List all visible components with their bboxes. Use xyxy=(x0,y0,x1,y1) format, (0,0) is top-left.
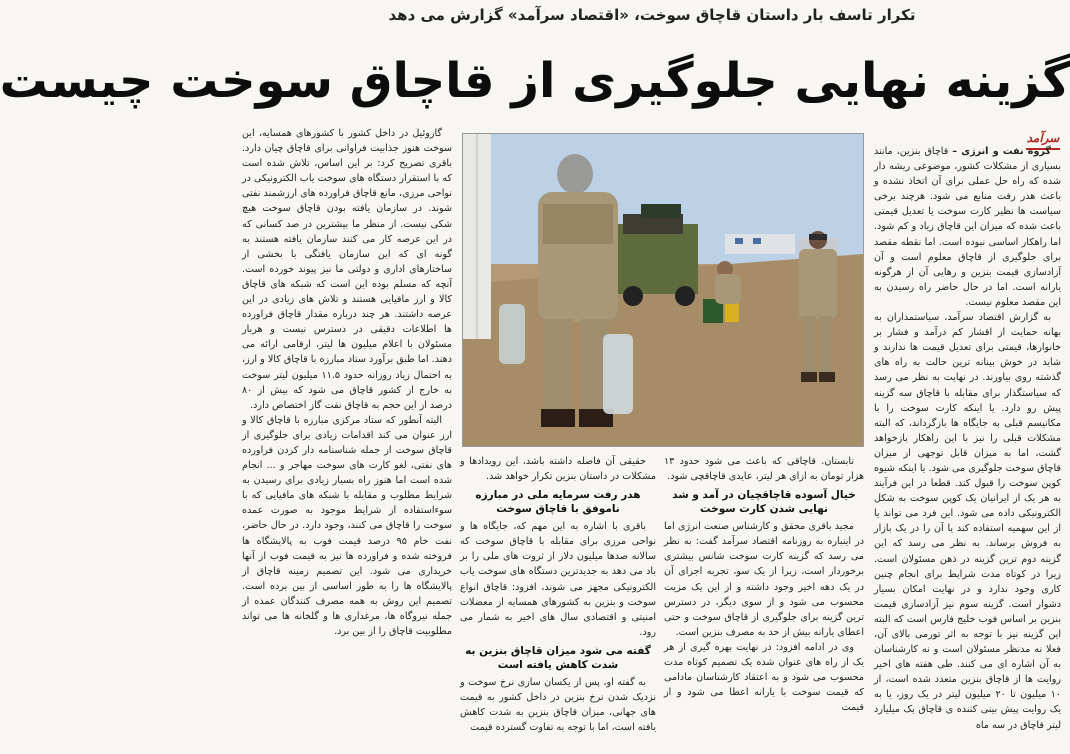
water-jug xyxy=(603,334,633,414)
fuel-can xyxy=(725,302,739,322)
article-paragraph: به گفته او، پس از یکسان سازی نرخ سوخت و نزدیک شدن نرخ بنزین در داخل کشور به قیمت های جهانی، میزان قاچاق بنزین به شدت کاهش یافته است، اما با توجه به تفاوت گسترده قیمت xyxy=(460,676,656,734)
water-jug xyxy=(499,304,525,364)
byline: گروه نفت و انرژی – xyxy=(952,146,1051,157)
article-column-middle-right xyxy=(664,454,864,750)
article-paragraph: گروه نفت و انرژی – قاچاق بنزین، مانند بسیاری از مشکلات کشور، موضوعی ریشه دار شده که راه حل عملی برای آن اتخاذ نشده و باعث هدر رفت منابع می شود. هرچند برخی سیاست ها نظیر کارت سوخت یا تعدیل قیمتی باعث شده که میزان این قاچاق زیاد و کم شود. اما راهکار اساسی نبوده است. اما نقطه مقصد برای جلوگیری از قاچاق معلوم است و آن آزادسازی قیمت بنزین و رهایی آن از هرگونه یارانه است. اما در حال حاضر راه رسیدن به این مقصد معلوم نیست. xyxy=(874,146,1061,308)
article-column-middle-left xyxy=(460,454,656,750)
article-column-left xyxy=(242,126,452,750)
article-paragraph: تابستان. قاچاقی که باعث می شود حدود ۱۳ هزار تومان به ازای هر لیتر، عایدی قاچاقچی شود. xyxy=(664,456,864,483)
article-paragraph: حقیقی آن فاصله داشته باشد، این رویدادها و مشکلات در داستان بنزین تکرار خواهد شد. xyxy=(460,456,656,483)
article-headline: گزینه نهایی جلوگیری از قاچاق سوخت چیست xyxy=(0,53,1070,109)
article-paragraph: باقری با اشاره به این مهم که، جایگاه ها و نواحی مرزی برای مقابله با قاچاق سوخت که سالانه صدها میلیون دلار از ثروت های ملی را بر باد می دهد به جدیدترین دستگاه های سوخت یاب الکترونیکی مجهز می شوند، افزود: قاچاق انواع سوخت و بنزین به کشورهای همسایه از معضلات امنیتی و اقتصادی سال های اخیر به شمار می رود. xyxy=(460,521,656,638)
article-paragraph: مجید باقری محقق و کارشناس صنعت انرژی اما در اینباره به روزنامه اقتصاد سرآمد گفت: به نظر می رسد که گزینه کارت سوخت شانس بیشتری برخوردار است، زیرا از یک سو، تجربه اجرای آن در یک دهه اخیر وجود داشته و از این یک مزیت محسوب می شود و از سوی دیگر، در دسترس ترین گزینه برای جلوگیری از قاچاق سوخت و حتی اعطای یارانه بیش از حد به مصرف بنزین است. xyxy=(664,521,864,638)
article-column-right xyxy=(874,126,1061,750)
article-subhead: هدر رفت سرمایه ملی در مبارزه ناموفق با قاچاق سوخت xyxy=(475,489,641,516)
standing-soldier-right xyxy=(799,249,837,319)
article-kicker: تکرار تاسف بار داستان قاچاق سوخت، «اقتصاد سرآمد» گزارش می دهد xyxy=(388,6,916,24)
pickup-truck xyxy=(613,224,698,294)
publication-logo: سرآمد xyxy=(1026,128,1060,150)
border-guards-photo xyxy=(463,134,863,446)
crouching-soldier xyxy=(715,274,741,304)
article-paragraph: به گزارش اقتصاد سرآمد، سیاستمداران به بهانه حمایت از اقشار کم درآمد و فشار بر خانوارها، قیمتی برای تعدیل قیمت ها ندارند و شاید در خوش بینانه ترین حالت به راه های گذشته روی بیاورند. در نهایت به نظر می رسد که سیاستگذار برای مقابله با قاچاق سه گزینه پیش رو دارد. یا اینکه کارت سوخت را با مکانیسم قبلی به جایگاه ها بازگرداند، که البته مشکلات قبلی را نیز با این راهکار بازخواهد گشت، اما به میزان قابل توجهی از میزان قاچاق سوخت جلوگیری می شود. یا اینکه شیوه کوپن سوخت را قبول کند. قطعا در این فرآیند به هر یک از ایرانیان یک کوپن سوخت به شکل الکترونیکی داده می شود. این فرد می تواند یا از این سهمیه استفاده کند یا آن را در یک بازار به فروش برساند. به نظر می رسد که این گزینه دوم ترین گزینه در ذهن مسئولان است. زیرا در کوتاه مدت شرایط برای انجام چنین کاری وجود ندارد و در نهایت امکان بسیار دشوار است. گزینه سوم نیز آزادسازی قیمت بنزین بر اساس فوب خلیج فارس است که البته این گزینه نیز با توجه به اثر تورمی بالای آن، فعلا نه مدنظر مسئولان است و نه کارشناسان به آن اشاره ای می کنند. طی هفته های اخیر روایت ها از قاچاق بنزین متعدد شده است، از ۱۰ میلیون تا ۲۰ میلیون لیتر در یک روز، یا به یک روایت پیش بینی کننده ی قاچاق یک میلیارد لیتر قاچاق در سه ماه xyxy=(874,312,1061,731)
article-paragraph: وی در ادامه افزود: در نهایت بهره گیری از هر یک از راه های عنوان شده یک تصمیم کوتاه مدت محسوب می شود و به اعتقاد کارشناسان مادامی که قیمت سوخت با یارانه اعطا می شود و از قیمت xyxy=(664,641,864,714)
article-paragraph: گازوئیل در داخل کشور با کشورهای همسایه، این سوخت هنوز جذابیت فراوانی برای قاچاق چیان دارد. باقری تصریح کرد: بر این اساس، تلاش شده است که با استقرار دستگاه های سوخت یاب الکترونیکی در نواحی مرزی، مانع قاچاق فراورده های ارزشمند نفتی شوند. در سازمان یافته بودن قاچاق سوخت هیچ شکی نیست. از منظر ما بیشترین در صد کسانی که در این عرصه کار می کنند سازمان یافته هستند به گونه ای که این سازمان یافتگی با بخشی از ساختارهای اداری و دولتی ما نیز پیوند خورده است. آنچه که مسلم بوده این است که شبکه های قاچاق کالا و ارز مافیایی هستند و تلاش های زیادی در این عرصه داشتند. هر چند درباره مقدار قاچاق فراورده ها اطلاعات دقیقی در دسترس نیست و هربار مسئولان با اعلام میلیون ها لیتر، ارقامی ارائه می دهند. اما طبق برآورد ستاد مبارزه با قاچاق کالا و ارز، به احتمال زیاد روزانه حدود ۱۱.۵ میلیون لیتر سوخت به خارج از کشور قاچاق می شود که بیش از ۸۰ درصد از این حجم به قاچاق نفت گاز اختصاص دارد. xyxy=(242,128,452,411)
news-photo xyxy=(462,133,864,447)
article-subhead: خیال آسوده قاچاقچیان در آمد و شد نهایی شدن کارت سوخت xyxy=(672,489,856,516)
article-subhead: گفته می شود میزان قاچاق بنزین به شدت کاهش یافته است xyxy=(465,644,651,671)
article-paragraph: البته آنطور که ستاد مرکزی مبارزه با قاچاق کالا و ارز عنوان می کند اقدامات زیادی برای جلوگیری از قاچاق سوخت از جمله شناسنامه دار کردن فراورده های نفتی، لغو کارت های سوخت مهاجر و ... انجام شده است اما هنوز راه بسیار زیادی برای رسیدن به شرایط مطلوب و مقابله با شبکه های مافیایی که با سوءاستفاده از شرایط موجود به صورت عمده سوخت را قاچاق می کنند، وجود دارد. در حال حاضر، نفت خام ۹۵ درصد قیمت فوب به پالایشگاه ها فروخته شده و فراورده ها نیز به قیمت فوب از آنها خریداری می شود. این تصمیم زمینه قاچاق از پالایشگاه ها را به طور اساسی از بین برده است. تصمیم این روش به همه مصرف کنندگان عمده از جمله نیروگاه ها، مرغداری ها و گلخانه ها می تواند مطلوبیت قاچاق را از بین برد. xyxy=(242,414,453,638)
